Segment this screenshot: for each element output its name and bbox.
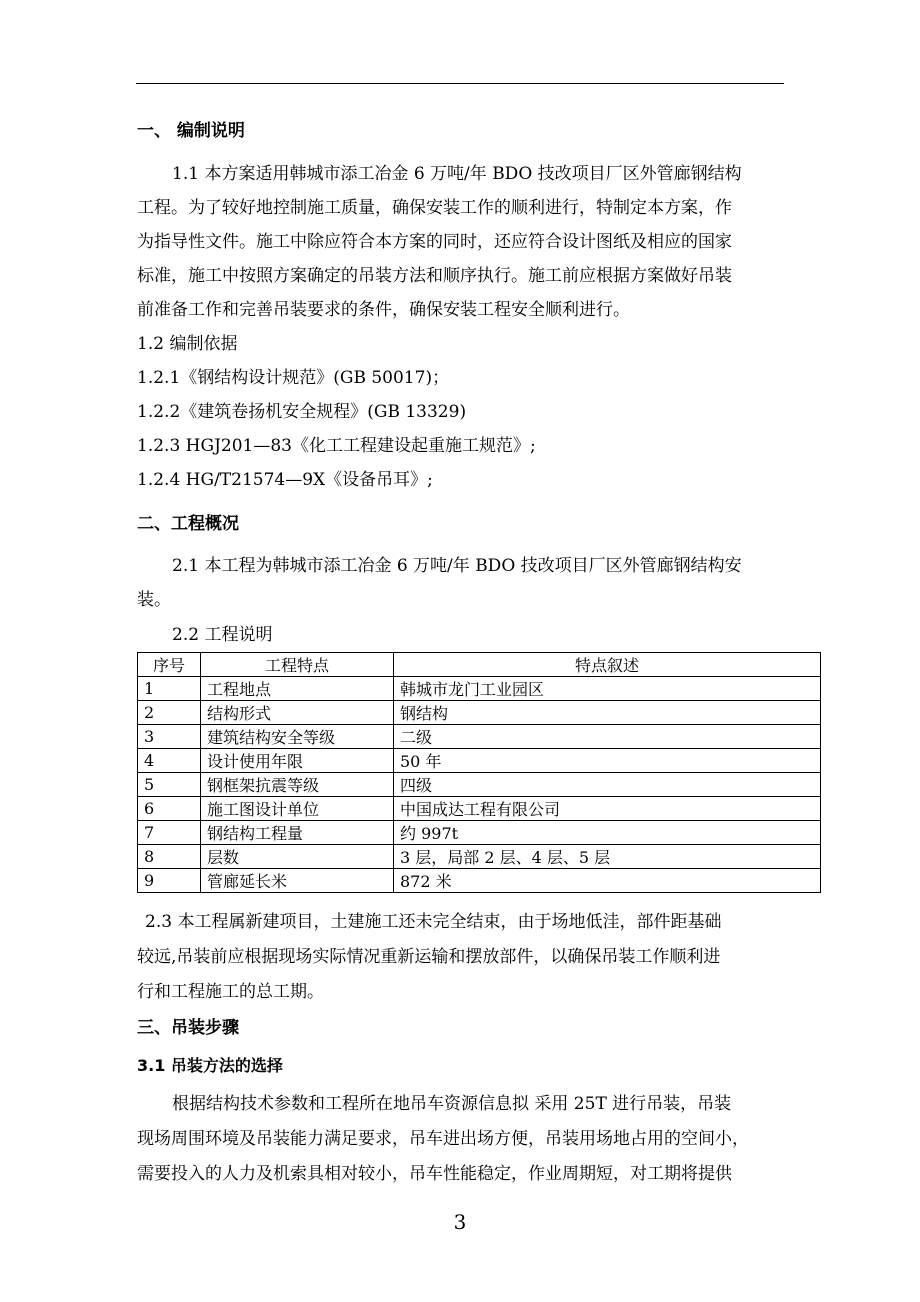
table-row bbox=[138, 845, 821, 869]
table-cell: 钢结构工程量 bbox=[201, 821, 394, 845]
table-row bbox=[138, 821, 821, 845]
table-cell: 钢框架抗震等级 bbox=[201, 773, 394, 797]
basis-item: 1.2.3 HGJ201—83《化工工程建设起重施工规范》; bbox=[137, 436, 536, 456]
table-cell: 4 bbox=[138, 749, 201, 773]
section-3-heading: 三、吊装步骤 bbox=[137, 1018, 239, 1038]
table-cell: 工程地点 bbox=[201, 677, 394, 701]
table-row bbox=[138, 773, 821, 797]
paragraph-line: 较远,吊装前应根据现场实际情况重新运输和摆放部件，以确保吊装工作顺利进 bbox=[137, 947, 721, 967]
table-header-row bbox=[138, 653, 821, 677]
basis-item: 1.2.4 HG/T21574—9X《设备吊耳》; bbox=[137, 470, 433, 490]
table-row bbox=[138, 749, 821, 773]
table-header-cell: 工程特点 bbox=[201, 653, 394, 677]
table-cell: 8 bbox=[138, 845, 201, 869]
table-cell: 四级 bbox=[394, 773, 821, 797]
table-cell: 层数 bbox=[201, 845, 394, 869]
table-row bbox=[138, 869, 821, 893]
table-cell: 二级 bbox=[394, 725, 821, 749]
table-cell: 7 bbox=[138, 821, 201, 845]
table-cell: 钢结构 bbox=[394, 701, 821, 725]
table-cell: 50 年 bbox=[394, 749, 821, 773]
table-cell: 5 bbox=[138, 773, 201, 797]
table-cell: 韩城市龙门工业园区 bbox=[394, 677, 821, 701]
table-row bbox=[138, 797, 821, 821]
paragraph-line: 工程。为了较好地控制施工质量，确保安装工作的顺利进行，特制定本方案，作 bbox=[137, 198, 732, 218]
table-cell: 约 997t bbox=[394, 821, 821, 845]
table-cell: 2 bbox=[138, 701, 201, 725]
paragraph-line: 现场周围环境及吊装能力满足要求，吊车进出场方便，吊装用场地占用的空间小， bbox=[137, 1129, 749, 1149]
paragraph-line: 行和工程施工的总工期。 bbox=[137, 982, 324, 1002]
paragraph-line: 为指导性文件。施工中除应符合本方案的同时，还应符合设计图纸及相应的国家 bbox=[137, 232, 732, 252]
table-cell: 施工图设计单位 bbox=[201, 797, 394, 821]
section-2-heading: 二、工程概况 bbox=[137, 514, 239, 534]
paragraph-line: 装。 bbox=[137, 590, 171, 610]
paragraph-line: 2.1 本工程为韩城市添工冶金 6 万吨/年 BDO 技改项目厂区外管廊钢结构安 bbox=[172, 556, 742, 576]
table-caption: 2.2 工程说明 bbox=[172, 625, 273, 645]
table-cell: 结构形式 bbox=[201, 701, 394, 725]
table-cell: 6 bbox=[138, 797, 201, 821]
table-header-cell: 特点叙述 bbox=[394, 653, 821, 677]
basis-item: 1.2.2《建筑卷扬机安全规程》(GB 13329) bbox=[137, 402, 467, 422]
basis-heading: 1.2 编制依据 bbox=[137, 334, 238, 354]
paragraph-line: 前准备工作和完善吊装要求的条件，确保安装工程安全顺利进行。 bbox=[137, 300, 630, 320]
table-row bbox=[138, 701, 821, 725]
paragraph-line: 根据结构技术参数和工程所在地吊车资源信息拟 采用 25T 进行吊装，吊装 bbox=[172, 1094, 732, 1114]
project-info-table bbox=[137, 652, 821, 893]
table-cell: 1 bbox=[138, 677, 201, 701]
paragraph-line: 标准，施工中按照方案确定的吊装方法和顺序执行。施工前应根据方案做好吊装 bbox=[137, 266, 732, 286]
basis-item: 1.2.1《钢结构设计规范》(GB 50017)； bbox=[137, 368, 450, 388]
page-number: 3 bbox=[453, 1210, 467, 1234]
table-cell: 3 bbox=[138, 725, 201, 749]
table-cell: 9 bbox=[138, 869, 201, 893]
table-cell: 建筑结构安全等级 bbox=[201, 725, 394, 749]
paragraph-line: 需要投入的人力及机索具相对较小，吊车性能稳定，作业周期短，对工期将提供 bbox=[137, 1164, 732, 1184]
table-cell: 872 米 bbox=[394, 869, 821, 893]
section-1-heading: 一、 编制说明 bbox=[137, 121, 245, 141]
table-row bbox=[138, 677, 821, 701]
table-cell: 3 层，局部 2 层、4 层、5 层 bbox=[394, 845, 821, 869]
table-header-cell: 序号 bbox=[138, 653, 201, 677]
header-rule bbox=[136, 83, 784, 84]
table-cell: 设计使用年限 bbox=[201, 749, 394, 773]
paragraph-line: 1.1 本方案适用韩城市添工冶金 6 万吨/年 BDO 技改项目厂区外管廊钢结构 bbox=[172, 164, 742, 184]
sub-heading: 3.1 吊装方法的选择 bbox=[137, 1056, 283, 1075]
table-cell: 管廊延长米 bbox=[201, 869, 394, 893]
paragraph-line: 2.3 本工程属新建项目，土建施工还未完全结束，由于场地低洼，部件距基础 bbox=[145, 912, 722, 932]
table-cell: 中国成达工程有限公司 bbox=[394, 797, 821, 821]
table-row bbox=[138, 725, 821, 749]
